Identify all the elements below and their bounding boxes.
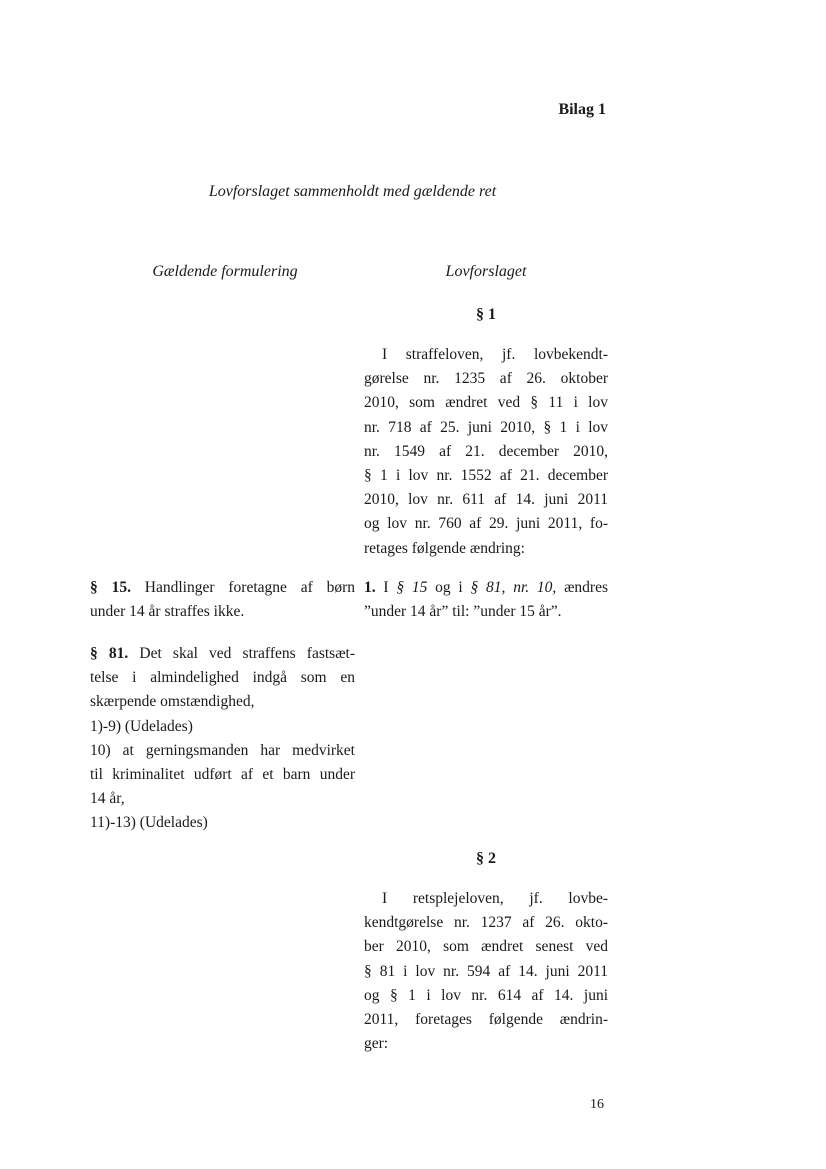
document-title: Lovforslaget sammenholdt med gældende ret	[208, 183, 497, 200]
column-heading-bill: Lovforslaget	[445, 263, 527, 280]
paragraph-15-label: § 15.	[90, 579, 131, 596]
section-1-intro-line: I straffeloven, jf. lovbekendt-	[382, 346, 608, 363]
paragraph-81-label: § 81.	[90, 645, 129, 662]
paragraph-81-line: 11)-13) (Udelades)	[90, 814, 208, 832]
paragraph-15-line: § 15. Handlinger foretagne af børn	[90, 579, 356, 596]
paragraph-81-line: 1)-9) (Udelades)	[90, 717, 193, 735]
section-1-intro-line: § 1 i lov nr. 1552 af 21. december	[364, 467, 608, 485]
paragraph-81-line: skærpende omstændighed,	[90, 693, 255, 711]
section-2-intro-line: 2011, foretages følgende ændrin-	[364, 1011, 608, 1029]
section-2-intro-line: § 81 i lov nr. 594 af 14. juni 2011	[364, 962, 608, 980]
section-2-intro-line: I retsplejeloven, jf. lovbe-	[382, 890, 608, 907]
section-1-intro-line: retages følgende ændring:	[364, 539, 525, 557]
change-1-line: ”under 14 år” til: ”under 15 år”.	[364, 603, 562, 621]
section-1-heading: § 1	[476, 306, 496, 323]
page-number: 16	[590, 1097, 604, 1112]
bilag-label: Bilag 1	[558, 101, 606, 118]
section-1-intro-line: 2010, som ændret ved § 11 i lov	[364, 394, 608, 412]
section-2-heading: § 2	[476, 850, 496, 867]
current-paragraph-15	[90, 576, 355, 624]
paragraph-81-line: § 81. Det skal ved straffens fastsæt-	[90, 645, 355, 662]
paragraph-81-line: 10) at gerningsmanden har medvirket	[90, 741, 355, 759]
section-1-intro-line: gørelse nr. 1235 af 26. oktober	[364, 370, 608, 388]
section-2-intro-line: og § 1 i lov nr. 614 af 14. juni	[364, 986, 608, 1004]
paragraph-81-line: 14 år,	[90, 790, 125, 808]
change-1-number: 1.	[364, 579, 376, 596]
section-1-intro-line: og lov nr. 760 af 29. juni 2011, fo-	[364, 515, 608, 533]
paragraph-81-line: telse i almindelighed indgå som en	[90, 669, 355, 687]
section-2-intro	[364, 887, 608, 1056]
section-2-intro-line: ber 2010, som ændret senest ved	[364, 938, 608, 956]
section-1-intro-line: 2010, lov nr. 611 af 14. juni 2011	[364, 491, 608, 509]
section-1-intro-line: nr. 1549 af 21. december 2010,	[364, 442, 608, 460]
section-1-change-1	[364, 576, 608, 624]
paragraph-81-line: til kriminalitet udført af et barn under	[90, 766, 355, 784]
section-2-intro-line: ger:	[364, 1035, 389, 1053]
section-1-intro	[364, 343, 608, 561]
change-1-line: 1. I § 15 og i § 81, nr. 10, ændres	[364, 579, 608, 596]
section-1-intro-line: nr. 718 af 25. juni 2010, § 1 i lov	[364, 418, 608, 436]
section-2-intro-line: kendtgørelse nr. 1237 af 26. okto-	[364, 914, 608, 932]
column-heading-current-law: Gældende formulering	[152, 263, 298, 280]
paragraph-15-line: under 14 år straffes ikke.	[90, 603, 245, 621]
current-paragraph-81	[90, 642, 355, 836]
